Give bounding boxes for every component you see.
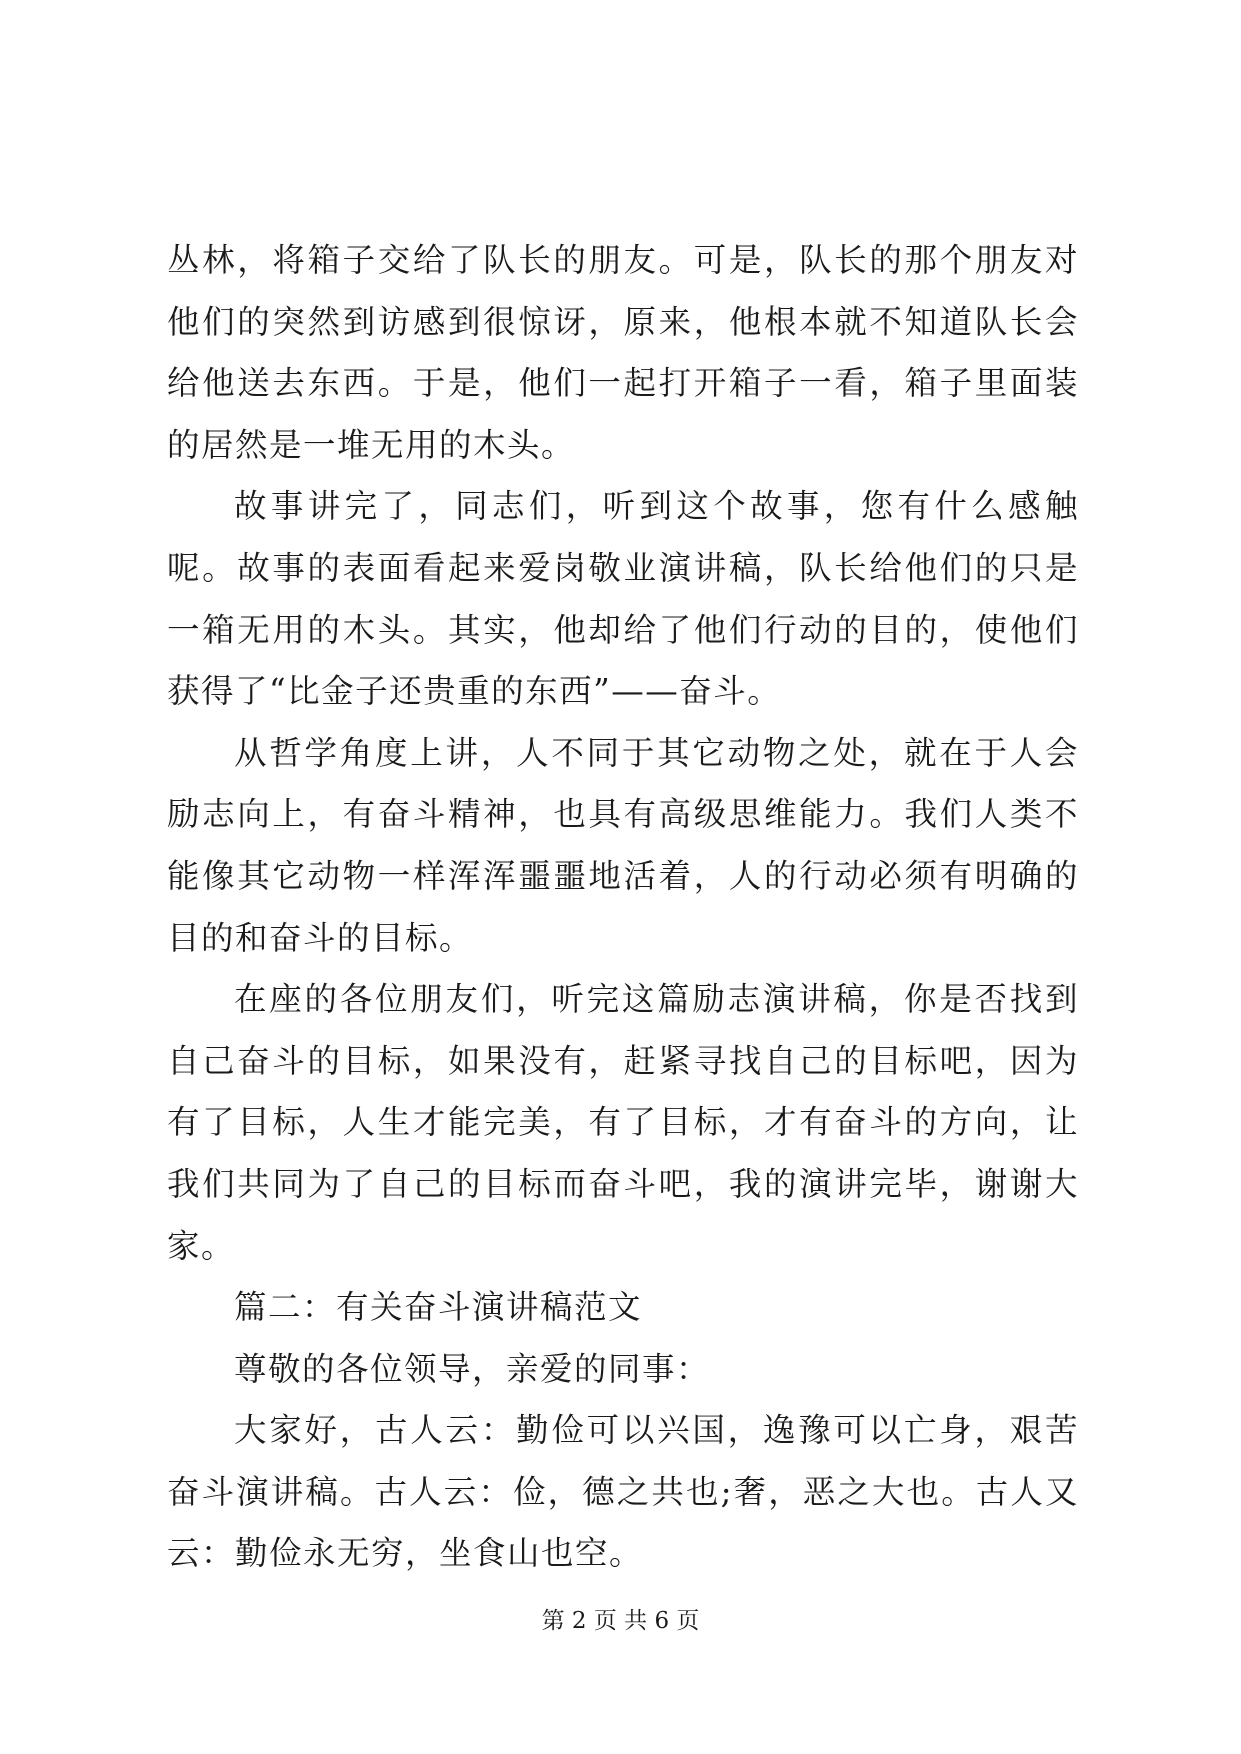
paragraph-story-reflection: 故事讲完了，同志们，听到这个故事，您有什么感触呢。故事的表面看起来爱岗敬业演讲稿，队长给他们的只是一箱无用的木头。其实，他却给了他们行动的目的，使他们获得了“比金子还贵重的东西”——奋斗。 bbox=[167, 487, 1079, 711]
salutation: 尊敬的各位领导，亲爱的同事： bbox=[234, 1349, 711, 1388]
page-footer: 第 2 页 共 6 页 bbox=[541, 1608, 700, 1634]
section-heading: 篇二：有关奋斗演讲稿范文 bbox=[234, 1288, 643, 1327]
paragraph-philosophy: 从哲学角度上讲，人不同于其它动物之处，就在于人会励志向上，有奋斗精神，也具有高级思维能力。我们人类不能像其它动物一样浑浑噩噩地活着，人的行动必须有明确的目的和奋斗的目标。 bbox=[167, 733, 1079, 957]
paragraph-continuation: 丛林，将箱子交给了队长的朋友。可是，队长的那个朋友对他们的突然到访感到很惊讶，原来，他根本就不知道队长会给他送去东西。于是，他们一起打开箱子一看，箱子里面装的居然是一堆无用的木头。 bbox=[167, 241, 1079, 464]
document-body bbox=[167, 230, 1079, 1585]
paragraph-closing: 在座的各位朋友们，听完这篇励志演讲稿，你是否找到自己奋斗的目标，如果没有，赶紧寻找自己的目标吧，因为有了目标，人生才能完美，有了目标，才有奋斗的方向，让我们共同为了自己的目标而奋斗吧，我的演讲完毕，谢谢大家。 bbox=[167, 980, 1079, 1265]
paragraph-opening: 大家好，古人云：勤俭可以兴国，逸豫可以亡身，艰苦奋斗演讲稿。古人云：俭，德之共也;奢，恶之大也。古人又云：勤俭永无穷，坐食山也空。 bbox=[167, 1411, 1079, 1573]
